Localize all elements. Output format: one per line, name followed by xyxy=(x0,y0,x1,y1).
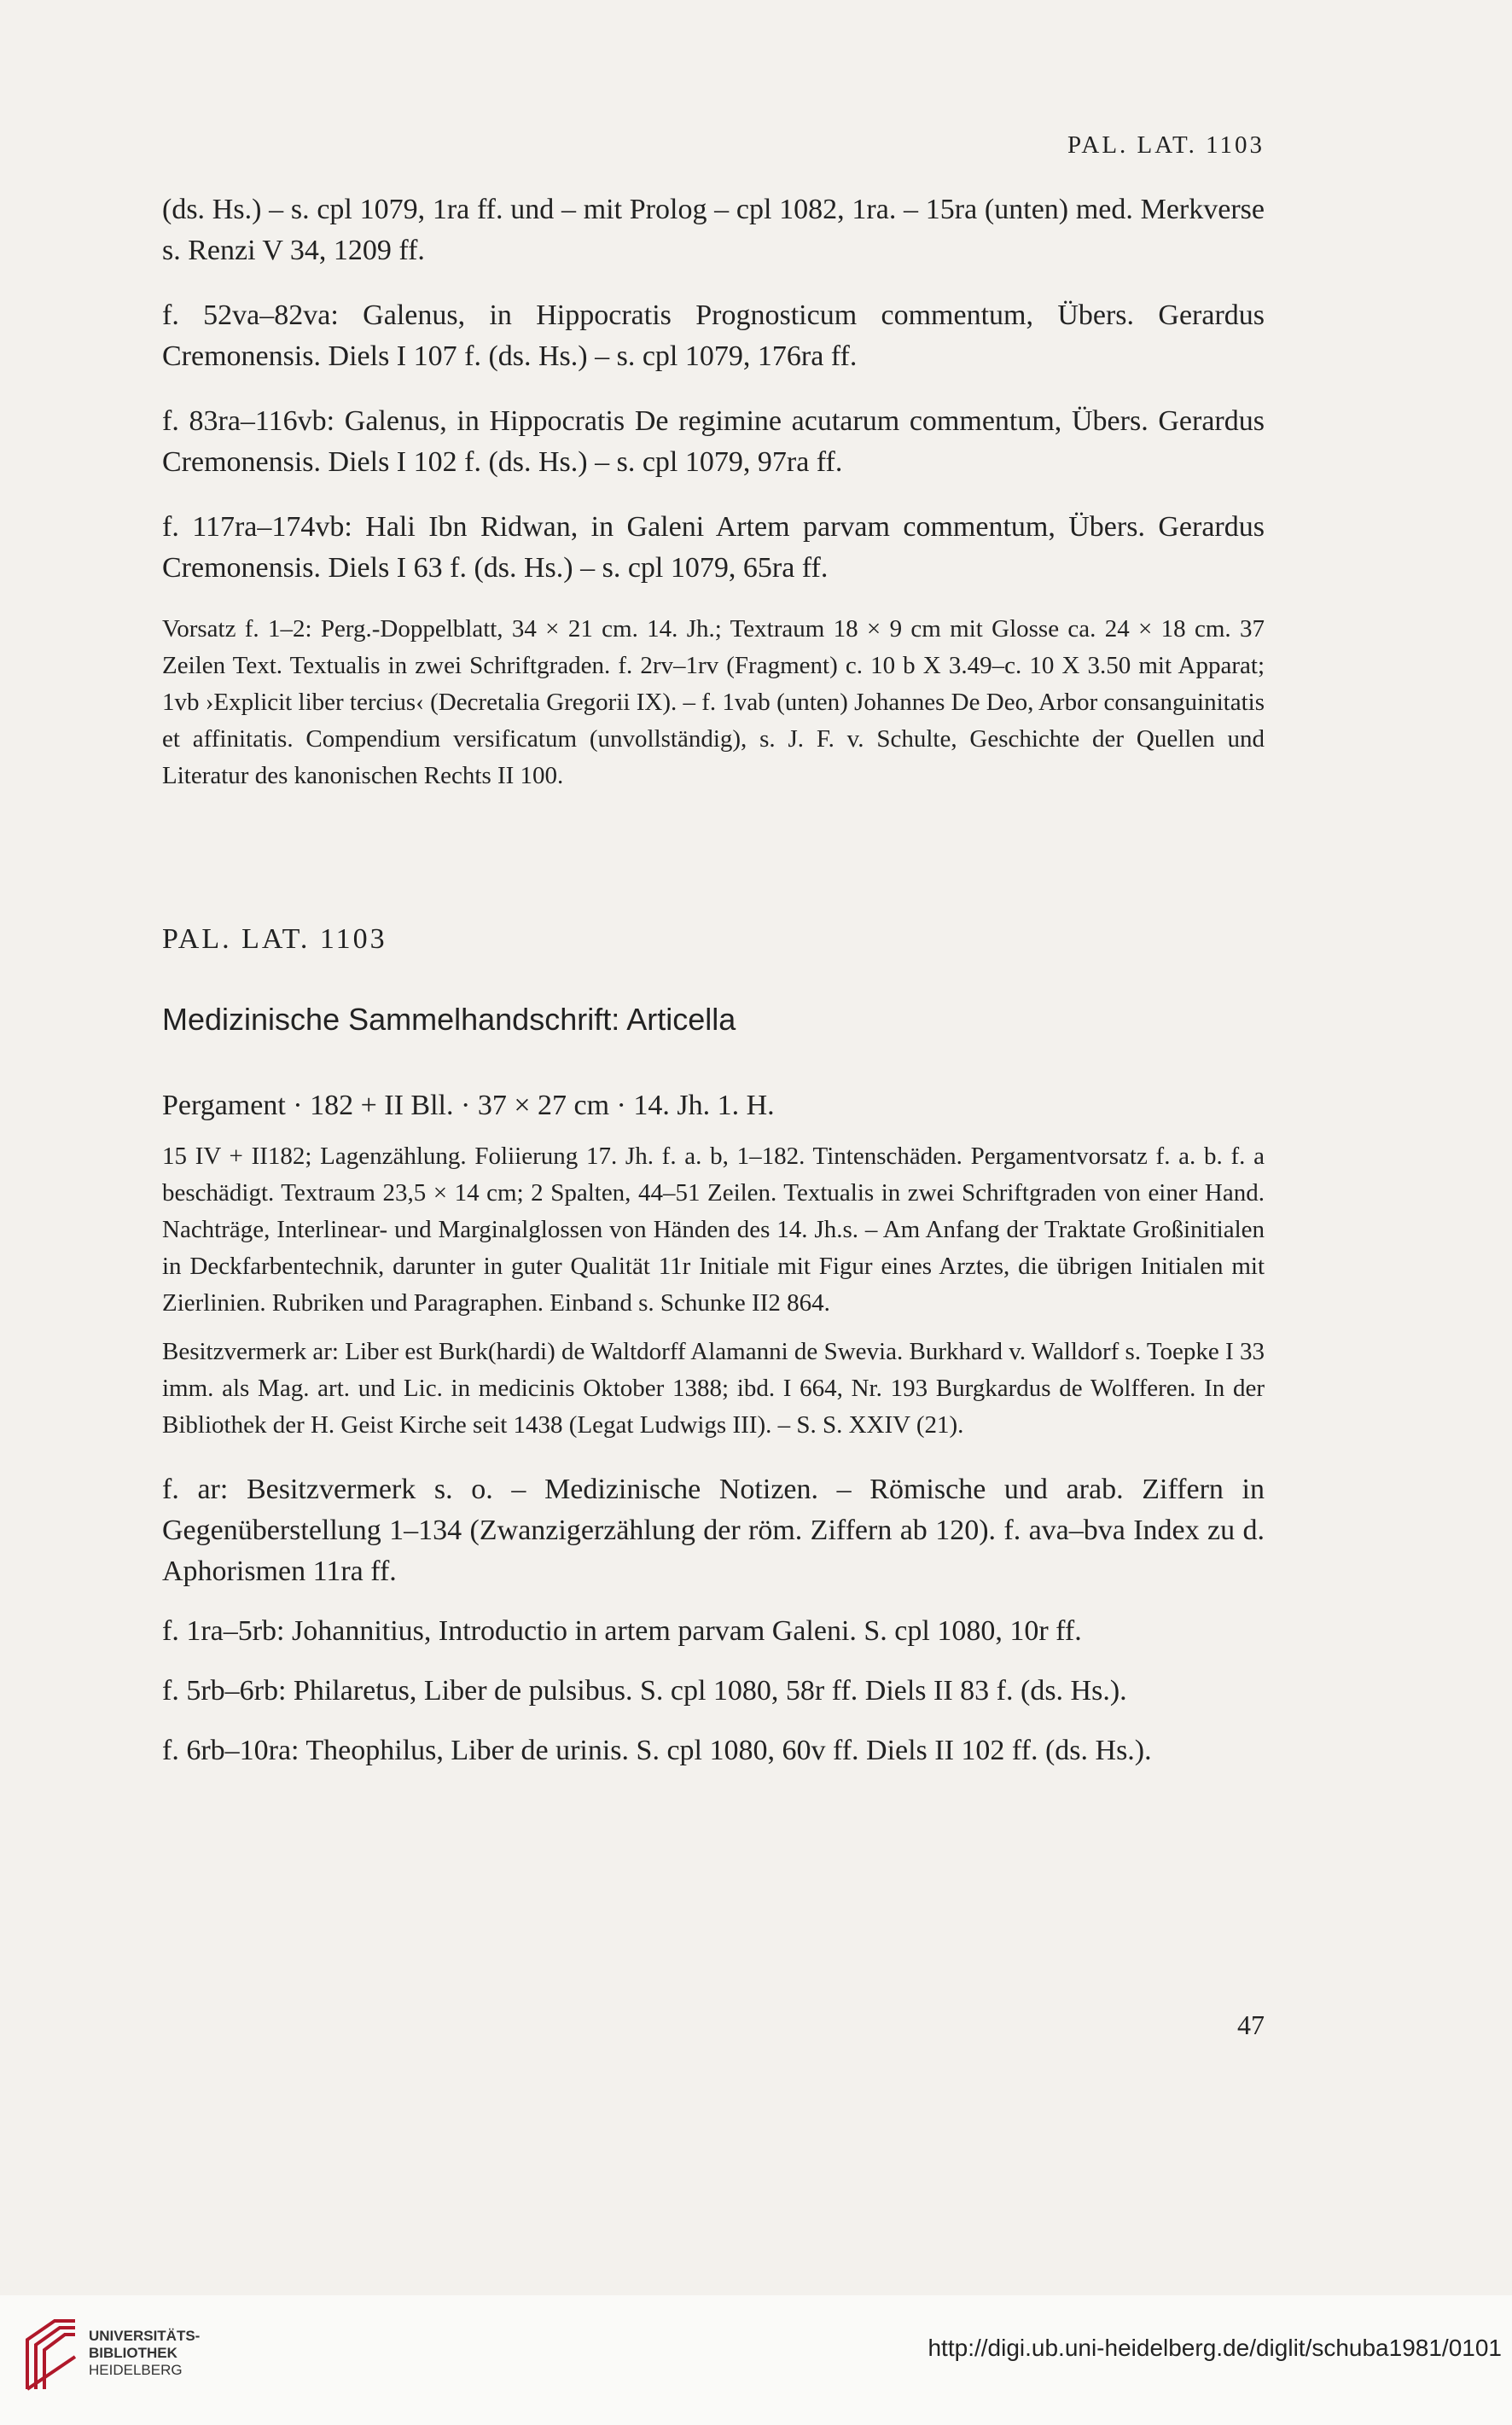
entry-paragraph: f. 52va–82va: Galenus, in Hippocratis Prognosticum commentum, Übers. Gerardus Cremonensis. Diels I 107 f. (ds. Hs.) – s. cpl 1079, 176ra ff. xyxy=(162,299,1265,372)
ub-heidelberg-logo-icon xyxy=(20,2314,82,2391)
entry-paragraph: (ds. Hs.) – s. cpl 1079, 1ra ff. und – mit Prolog – cpl 1082, 1ra. – 15ra (unten) med. Merkverse s. Renzi V 34, 1209 ff. xyxy=(162,194,1265,266)
vorsatz-paragraph: Vorsatz f. 1–2: Perg.-Doppelblatt, 34 × 21 cm. 14. Jh.; Textraum 18 × 9 cm mit Glosse ca. 24 × 18 cm. 37 Zeilen Text. Textualis in zwei Schriftgraden. f. 2rv–1rv (Fragment) c. 10 b X 3.49–c. 10 X 3.50 mit Apparat; 1vb ›Explicit liber tercius‹ (Decretalia Gregorii IX). – f. 1vab (unten) Johannes De Deo, Arbor consanguinitatis et affinitatis. Compendium versificatum (unvollständig), s. J. F. v. Schulte, Geschichte der Quellen und Literatur des kanonischen Rechts II 100. xyxy=(162,615,1265,789)
pergament-line: Pergament · 182 + II Bll. · 37 × 27 cm · 14. Jh. 1. H. xyxy=(162,1090,775,1121)
entry-paragraph: f. 5rb–6rb: Philaretus, Liber de pulsibus. S. cpl 1080, 58r ff. Diels II 83 f. (ds. Hs.). xyxy=(162,1675,1127,1707)
entry-block-bottom xyxy=(162,1085,1265,1771)
besitz-paragraph: Besitzvermerk ar: Liber est Burk(hardi) de Waltdorff Alamanni de Swevia. Burkhard v. Walldorf s. Toepke I 33 imm. als Mag. art. und Lic. in medicinis Oktober 1388; ibd. I 664, Nr. 193 Burgkardus de Wolfferen. In der Bibliothek der H. Geist Kirche seit 1438 (Legat Ludwigs III). – S. S. XXIV (21). xyxy=(162,1338,1265,1439)
source-url-link[interactable]: http://digi.ub.uni-heidelberg.de/diglit/schuba1981/0101 xyxy=(928,2335,1502,2361)
entry-paragraph: f. 1ra–5rb: Johannitius, Introductio in artem parvam Galeni. S. cpl 1080, 10r ff. xyxy=(162,1615,1082,1647)
entry-paragraph: f. 83ra–116vb: Galenus, in Hippocratis De regimine acutarum commentum, Übers. Gerardus Cremonensis. Diels I 102 f. (ds. Hs.) – s. cpl 1079, 97ra ff. xyxy=(162,405,1265,478)
entry-paragraph: f. 117ra–174vb: Hali Ibn Ridwan, in Galeni Artem parvam commentum, Übers. Gerardus Cremonensis. Diels I 63 f. (ds. Hs.) – s. cpl 1079, 65ra ff. xyxy=(162,511,1265,584)
description-paragraph: 15 IV + II182; Lagenzählung. Foliierung 17. Jh. f. a. b, 1–182. Tintenschäden. Pergamentvorsatz f. a. b. f. a beschädigt. Textraum 23,5 × 14 cm; 2 Spalten, 44–51 Zeilen. Textualis in zwei Schriftgraden von einer Hand. Nachträge, Interlinear- und Marginalglossen von Händen des 14. Jh.s. – Am Anfang der Traktate Großinitialen in Deckfarbentechnik, darunter in guter Qualität 11r Initiale mit Figur eines Arztes, die übrigen Initialen mit Zierlinien. Rubriken und Paragraphen. Einband s. Schunke II2 864. xyxy=(162,1143,1265,1317)
library-name-line: BIBLIOTHEK xyxy=(89,2345,177,2361)
entry-paragraph: f. 6rb–10ra: Theophilus, Liber de urinis. S. cpl 1080, 60v ff. Diels II 102 ff. (ds. Hs.). xyxy=(162,1735,1152,1766)
library-name xyxy=(89,2328,200,2379)
entry-block-top xyxy=(162,189,1265,794)
section-heading: Medizinische Sammelhandschrift: Articella xyxy=(162,1002,736,1037)
entry-paragraph: f. ar: Besitzvermerk s. o. – Medizinische Notizen. – Römische und arab. Ziffern in Gegenüberstellung 1–134 (Zwanzigerzählung der röm. Ziffern ab 120). f. ava–bva Index zu d. Aphorismen 11ra ff. xyxy=(162,1474,1265,1587)
page-number: 47 xyxy=(1237,2009,1265,2040)
running-header: PAL. LAT. 1103 xyxy=(1067,131,1265,159)
section-shelfmark: PAL. LAT. 1103 xyxy=(162,923,387,955)
library-name-line: UNIVERSITÄTS- xyxy=(89,2328,201,2344)
library-name-line: HEIDELBERG xyxy=(89,2362,183,2378)
